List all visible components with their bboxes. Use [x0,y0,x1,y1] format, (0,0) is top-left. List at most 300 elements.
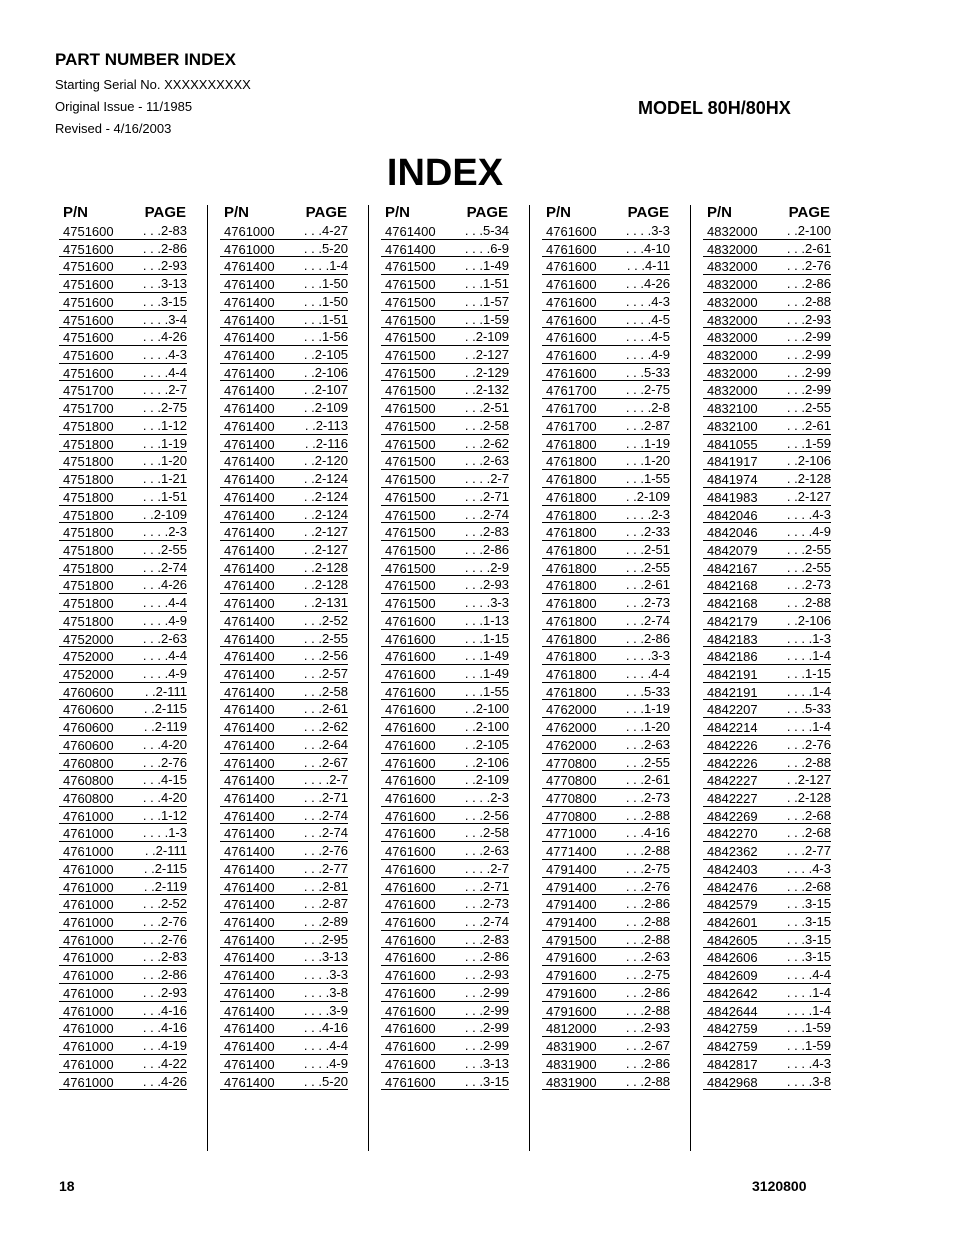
page-value: 2-7 [329,772,348,788]
page-reference [767,843,831,858]
leader-dots: . . [303,400,315,416]
page-value: 2-75 [160,400,187,416]
page-value: 2-86 [482,949,509,965]
page-reference [606,949,670,964]
page-number: 18 [59,1178,75,1194]
page-value: 5-34 [482,223,509,238]
page-reference [284,631,348,646]
page-value: 2-74 [321,807,348,823]
index-row [381,736,509,754]
part-number: 4761400 [224,649,275,665]
page-reference [123,737,187,752]
part-number: 4761400 [224,915,275,931]
part-number: 4761800 [546,489,597,505]
part-number: 4761500 [385,365,436,381]
index-row [703,771,831,789]
page-value: 1-57 [482,293,509,309]
index-row [381,257,509,275]
column-divider [207,205,208,1151]
page-reference [445,1020,509,1035]
index-row [542,878,670,896]
leader-dots: . . . [464,417,483,433]
page-value: 4-26 [160,577,187,593]
leader-dots: . . [142,506,154,522]
leader-dots: . . . [303,878,322,894]
part-number: 4761600 [385,702,436,718]
leader-dots: . . . [625,719,644,735]
page-reference [284,1056,348,1071]
index-row [59,630,187,648]
leader-dots: . . . [625,471,644,487]
page-reference [445,613,509,628]
part-number: 4842270 [707,826,758,842]
index-row [220,630,348,648]
index-row [381,435,509,453]
index-row [381,612,509,630]
page-reference [123,294,187,309]
index-row [703,878,831,896]
page-reference [767,276,831,291]
leader-dots: . . . [303,223,322,238]
leader-dots: . . . [142,1073,161,1089]
leader-dots: . . [464,701,476,717]
page-reference [767,825,831,840]
part-number: 4752000 [63,631,114,647]
page-reference [767,1074,831,1089]
leader-dots: . . . [464,683,483,699]
page-value: 2-109 [314,400,348,416]
index-row [542,683,670,701]
part-number: 4842759 [707,1021,758,1037]
index-row [703,612,831,630]
part-number: 4761800 [546,542,597,558]
part-number: 4761600 [385,666,436,682]
part-number: 4791500 [546,932,597,948]
leader-dots: . . [464,736,476,752]
page-reference [445,914,509,929]
page-reference [123,400,187,415]
page-value: 2-55 [804,541,831,557]
leader-dots: . . . [142,949,161,965]
leader-dots: . . . . [142,311,169,327]
part-number: 4842167 [707,560,758,576]
leader-dots: . . . [303,311,322,327]
part-number: 4770800 [546,791,597,806]
page-value: 4-20 [160,790,187,805]
page-reference [445,932,509,947]
part-number: 4791400 [546,861,597,877]
page-value: 2-73 [643,790,670,805]
part-number: 4751600 [63,312,114,328]
part-number: 4761400 [224,560,275,576]
index-row [542,488,670,506]
page-reference [445,666,509,681]
serial-number: Starting Serial No. XXXXXXXXXX [55,77,251,92]
page-value: 2-83 [160,223,187,238]
page-reference [445,507,509,522]
page-value: 1-4 [812,683,831,699]
page-reference [606,1056,670,1071]
page-value: 4-16 [160,1002,187,1018]
index-row [542,612,670,630]
index-row [220,364,348,382]
page-value: 2-63 [482,843,509,859]
page-reference [606,985,670,1000]
page-title: PART NUMBER INDEX [55,50,237,69]
page-value: 4-4 [812,967,831,983]
page-reference [445,241,509,256]
part-number: 4761500 [385,277,436,293]
document-number: 3120800 [752,1178,807,1194]
page-value: 2-83 [482,931,509,947]
part-number: 4760800 [63,773,114,789]
leader-dots: . . . [625,878,644,894]
page-reference [606,560,670,575]
part-number: 4761800 [546,649,597,665]
page-reference [123,985,187,1000]
part-number: 4791400 [546,879,597,895]
page-reference [123,329,187,344]
part-number: 4751600 [63,348,114,364]
leader-dots: . . . . [625,506,652,522]
index-row [381,895,509,913]
leader-dots: . . . [625,524,644,540]
page-reference [284,985,348,1000]
index-row [220,541,348,559]
leader-dots: . . [786,223,798,238]
part-number: 4761600 [385,1039,436,1055]
part-number: 4761600 [546,241,597,257]
index-row [59,824,187,842]
index-row [542,506,670,524]
leader-dots: . . . [142,276,161,292]
page-value: 1-15 [482,630,509,646]
index-row [59,718,187,736]
index-row [220,736,348,754]
page-reference [606,418,670,433]
page-reference [284,507,348,522]
page-value: 3-3 [651,223,670,238]
page-reference [284,223,348,238]
leader-dots: . . . . [625,223,652,238]
page-value: 4-20 [160,736,187,752]
index-row [703,541,831,559]
page-value: 2-61 [804,417,831,433]
part-number: 4842046 [707,507,758,523]
leader-dots: . . . [464,524,483,540]
part-number: 4761400 [224,489,275,505]
leader-dots: . . . . [786,506,813,522]
page-value: 2-93 [160,258,187,274]
leader-dots: . . . [464,984,483,1000]
index-row [220,948,348,966]
page-reference [284,648,348,663]
page-reference [767,1056,831,1071]
page-reference [445,382,509,397]
page-reference [767,1003,831,1018]
leader-dots: . . . [142,240,161,256]
page-value: 1-20 [643,453,670,469]
index-row [542,311,670,329]
page-value: 3-15 [804,914,831,930]
page-value: 2-88 [643,843,670,859]
index-row [381,647,509,665]
index-row [220,771,348,789]
part-number: 4761400 [224,932,275,948]
index-row [542,364,670,382]
index-row [59,948,187,966]
index-row [220,559,348,577]
part-number: 4761400 [224,773,275,789]
page-value: 2-107 [314,382,348,398]
leader-dots: . . . [142,736,161,752]
page-value: 3-13 [160,276,187,292]
index-row [381,417,509,435]
page-value: 1-59 [482,311,509,327]
part-number: 4842606 [707,950,758,966]
index-row [703,931,831,949]
index-row [59,895,187,913]
leader-dots: . . . . [142,612,169,628]
column-divider [368,205,369,1151]
part-number: 4761600 [385,897,436,913]
page-value: 4-9 [651,347,670,363]
leader-dots: . . . [464,967,483,983]
page-value: 2-127 [797,488,831,504]
leader-dots: . . . [464,1020,483,1036]
index-row [703,1037,831,1055]
part-number: 4761400 [224,383,275,399]
index-row [381,807,509,825]
page-value: 5-33 [643,683,670,699]
leader-dots: . . . [625,1073,644,1089]
leader-dots: . . . [786,931,805,947]
page-value: 2-63 [160,630,187,646]
index-row [220,895,348,913]
index-row [381,789,509,807]
index-row [703,966,831,984]
page-value: 1-55 [643,471,670,487]
index-row [381,541,509,559]
index-row [381,594,509,612]
page-reference [123,879,187,894]
index-row [59,807,187,825]
index-row [542,1055,670,1073]
part-number: 4760800 [63,755,114,771]
part-number: 4761500 [385,472,436,488]
index-row [381,275,509,293]
page-value: 4-4 [168,364,187,380]
part-number: 4762000 [546,720,597,736]
page-reference [606,932,670,947]
leader-dots: . . . [464,949,483,965]
page-reference [445,365,509,380]
index-row [703,399,831,417]
index-row [220,293,348,311]
leader-dots: . . . [464,896,483,912]
leader-dots: . . . [464,612,483,628]
index-row [220,612,348,630]
leader-dots: . . [464,382,476,398]
index-column [220,202,348,1090]
index-row [381,576,509,594]
leader-dots: . . . [625,1055,644,1071]
page-reference [606,896,670,911]
page-reference [123,453,187,468]
page-reference [284,666,348,681]
page-value: 2-51 [482,400,509,416]
part-number: 4842579 [707,897,758,913]
leader-dots: . . . [625,860,644,876]
part-number: 4761000 [63,985,114,1001]
leader-dots: . . [143,878,155,894]
part-number: 4761000 [63,1056,114,1072]
page-value: 2-99 [804,329,831,345]
leader-dots: . . . . [625,347,652,363]
page-value: 2-129 [475,364,509,380]
leader-dots: . . . [625,1038,644,1054]
part-number: 4761000 [63,950,114,966]
page-reference [606,772,670,787]
page-value: 2-127 [797,772,831,788]
page-value: 4-9 [168,612,187,628]
page-reference [284,879,348,894]
leader-dots: . . . [786,736,805,752]
page-reference [606,294,670,309]
index-row [542,1019,670,1037]
index-row [381,488,509,506]
page-reference [606,843,670,858]
leader-dots: . . . [786,1020,805,1036]
page-reference [767,790,831,805]
page-value: 2-58 [321,683,348,699]
leader-dots: . . . [303,719,322,735]
leader-dots: . . . [464,223,483,238]
leader-dots: . . . [142,471,161,487]
part-number: 4761600 [546,365,597,381]
part-number: 4760600 [63,720,114,736]
leader-dots: . . . [786,1038,805,1054]
part-number: 4761400 [224,401,275,417]
page-value: 4-16 [160,1020,187,1036]
part-number: 4751600 [63,294,114,310]
page-reference [284,772,348,787]
leader-dots: . . . . [464,559,491,575]
page-reference [445,258,509,273]
index-column [542,202,670,1090]
page-reference [123,276,187,291]
leader-dots: . . . [786,807,805,823]
page-reference [445,825,509,840]
index-row [220,222,348,240]
page-value: 2-88 [643,1002,670,1018]
leader-dots: . . . [142,329,161,345]
part-number: 4761000 [63,1039,114,1055]
part-number: 4751800 [63,472,114,488]
page-value: 1-50 [321,276,348,292]
leader-dots: . . . [625,984,644,1000]
leader-dots: . . . . [625,665,652,681]
part-number: 4751800 [63,525,114,541]
index-row [703,647,831,665]
page-value: 2-124 [314,488,348,504]
leader-dots: . . . . [786,1002,813,1018]
part-number: 4761600 [385,861,436,877]
index-row [220,807,348,825]
index-row [220,1055,348,1073]
leader-dots: . . . [625,1020,644,1036]
index-row [220,328,348,346]
page-value: 2-61 [804,240,831,256]
leader-dots: . . . . [142,665,169,681]
page-value: 3-15 [804,931,831,947]
leader-dots: . . . [625,559,644,575]
index-row [220,275,348,293]
part-number: 4761400 [224,418,275,434]
page-reference [123,382,187,397]
part-number: 4842226 [707,737,758,753]
leader-dots: . . . [464,311,483,327]
index-row [59,1037,187,1055]
leader-dots: . . . [786,417,805,433]
index-row [381,771,509,789]
part-number: 4761400 [224,277,275,293]
page-value: 5-20 [321,1073,348,1089]
page-reference [767,471,831,486]
part-number: 4842605 [707,932,758,948]
page-reference [445,524,509,539]
page-reference [767,294,831,309]
part-number: 4761600 [546,330,597,346]
leader-dots: . . . [786,276,805,292]
index-row [542,576,670,594]
leader-dots: . . . [625,967,644,983]
part-number: 4771000 [546,826,597,842]
part-number: 4761500 [385,401,436,417]
part-number: 4761600 [546,312,597,328]
page-value: 2-99 [804,347,831,363]
leader-dots: . . . [303,276,322,292]
page-reference [445,1003,509,1018]
leader-dots: . . . . [464,860,491,876]
page-reference [123,258,187,273]
leader-dots: . . . [625,807,644,823]
page-value: 1-4 [812,648,831,664]
page-value: 2-131 [314,595,348,611]
index-row [220,913,348,931]
index-row [381,222,509,240]
leader-dots: . . . [625,577,644,593]
index-row [220,718,348,736]
page-reference [767,595,831,610]
column-header [542,202,670,222]
index-row [542,346,670,364]
page-reference [284,312,348,327]
part-number: 4761400 [224,613,275,629]
page-reference [123,436,187,451]
page-reference [606,365,670,380]
part-number: 4761400 [224,968,275,984]
page-value: 2-81 [321,878,348,894]
page-value: 3-9 [329,1002,348,1018]
part-number: 4842191 [707,684,758,700]
index-row [59,931,187,949]
index-row [703,1073,831,1091]
index-row [542,417,670,435]
leader-dots: . . . [142,914,161,930]
leader-dots: . . . [625,630,644,646]
page-value: 1-4 [329,258,348,274]
